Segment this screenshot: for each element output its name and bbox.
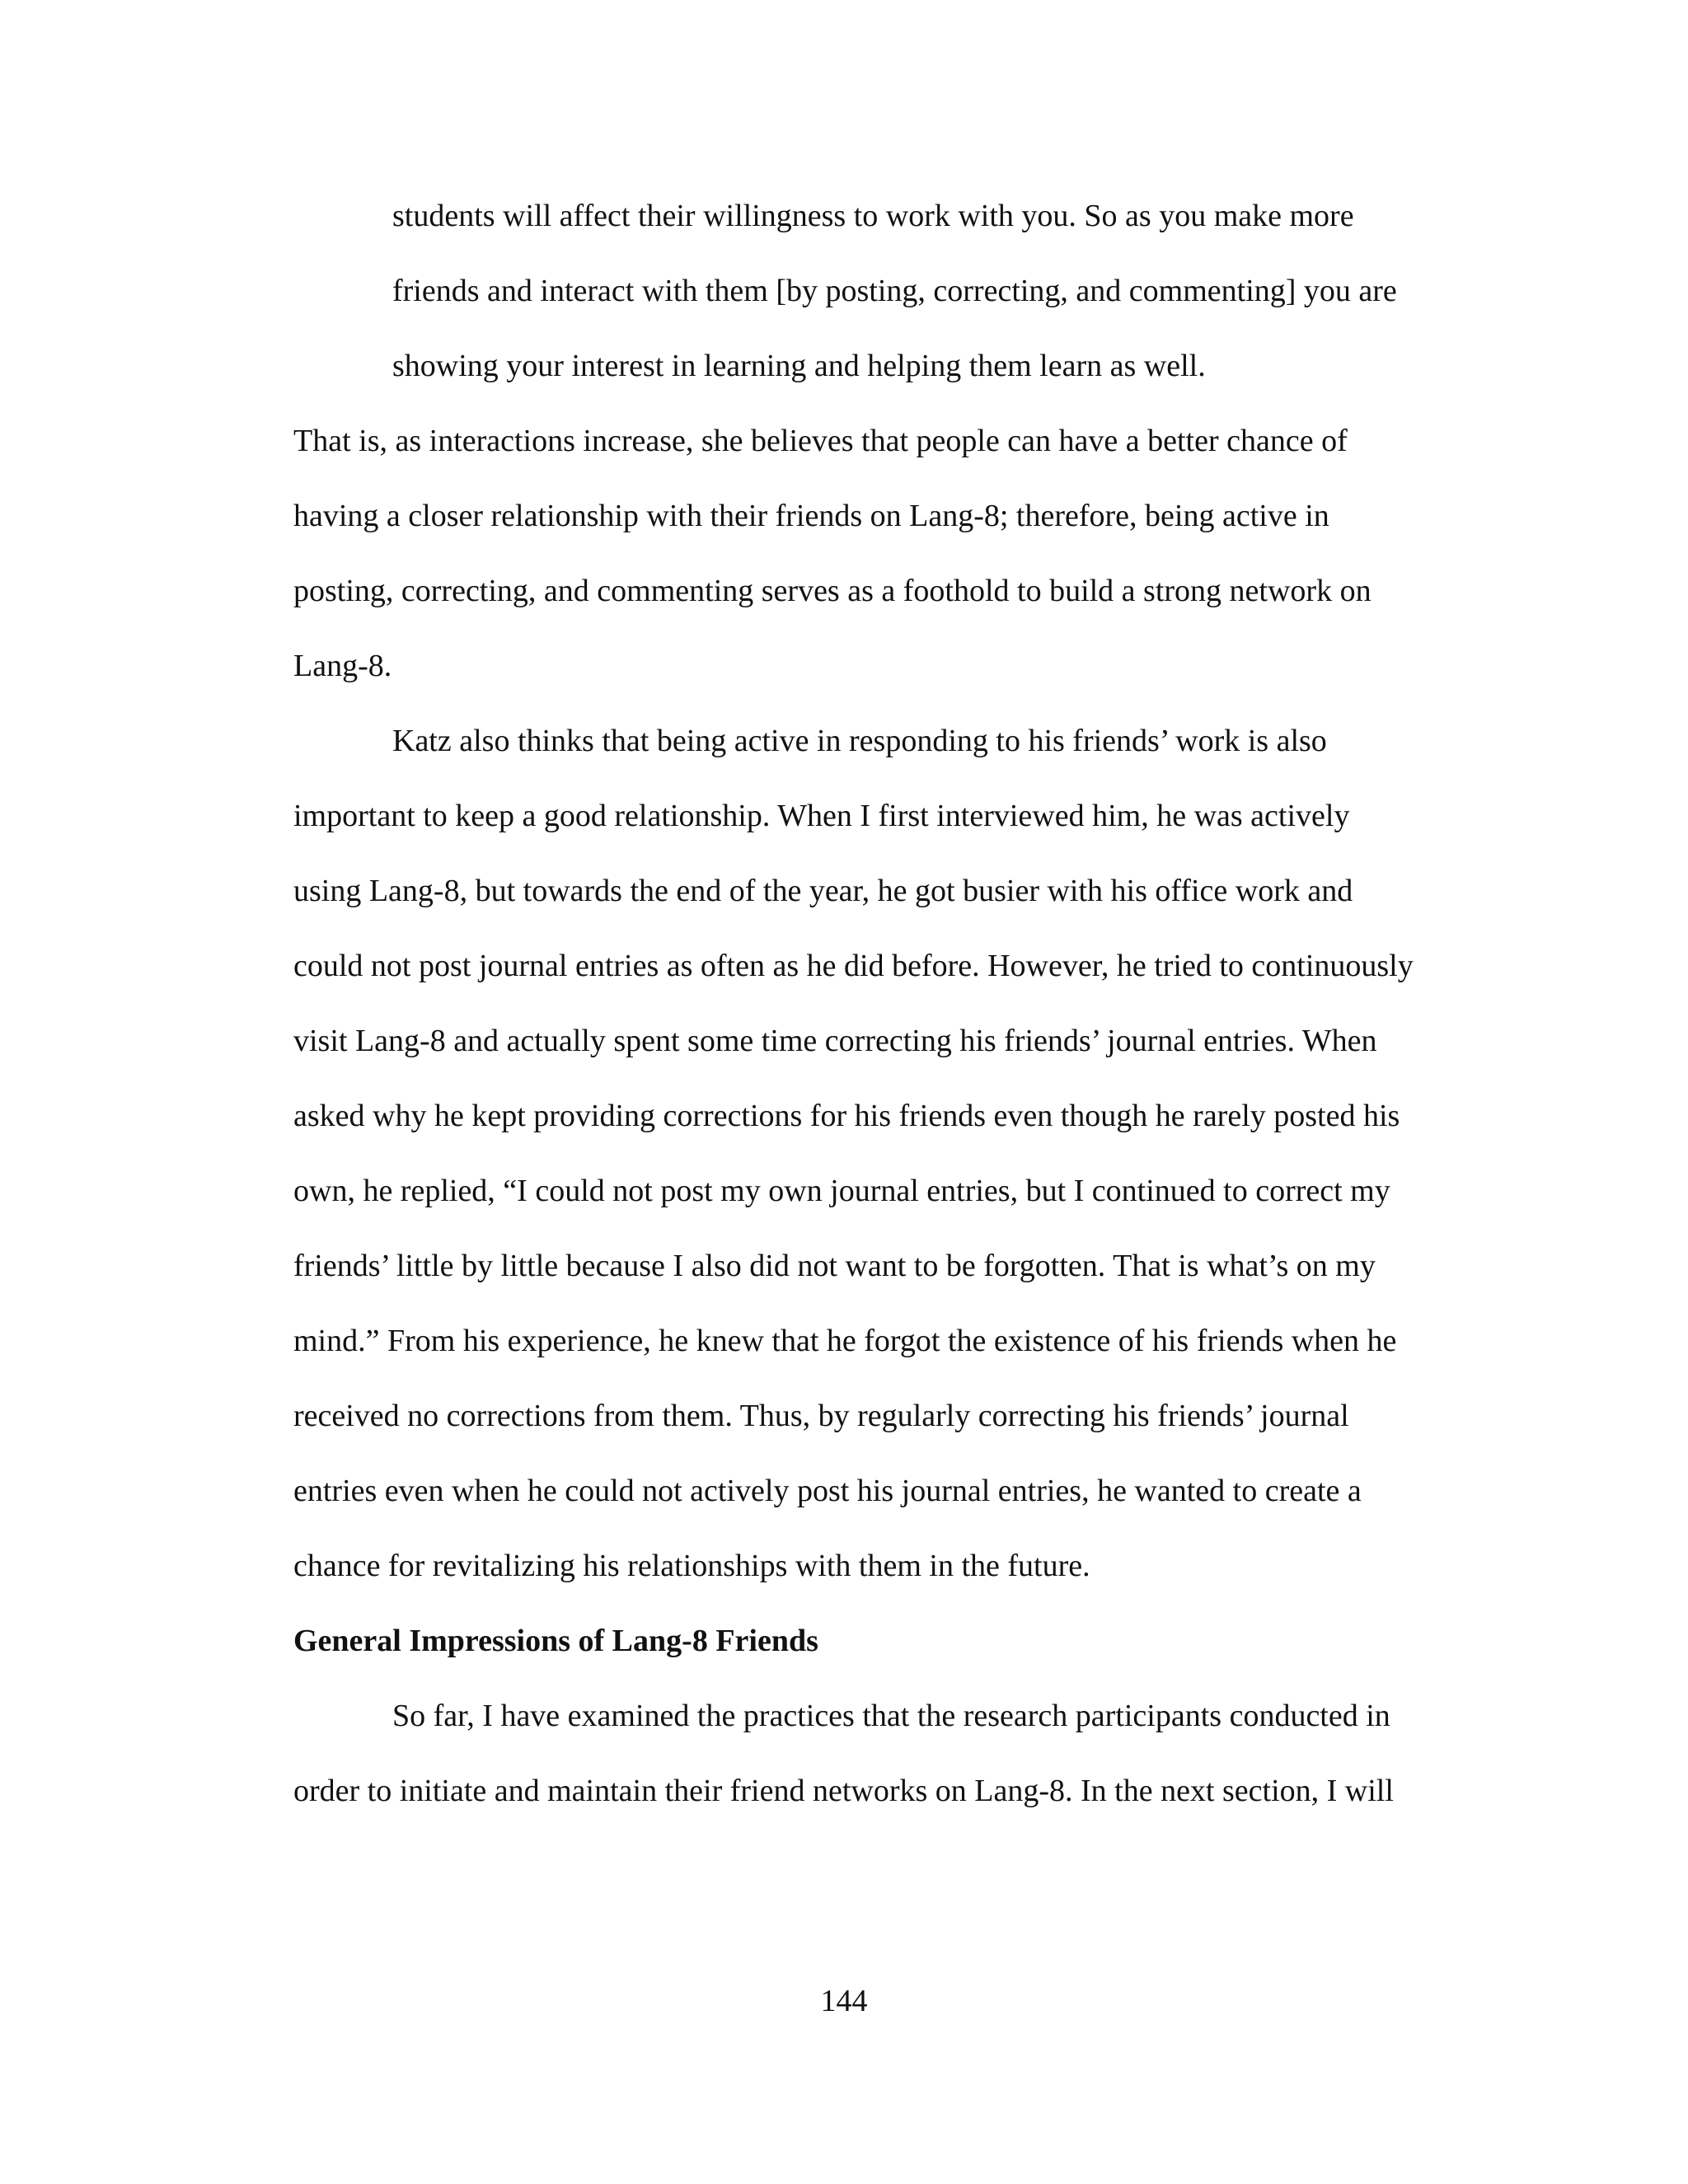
body-text-line: Lang-8. [293, 649, 392, 683]
body-text-line: That is, as interactions increase, she believes that people can have a better chance of [293, 424, 1348, 458]
body-text-line: having a closer relationship with their friends on Lang-8; therefore, being active in [293, 499, 1329, 533]
body-text-line: important to keep a good relationship. When I first interviewed him, he was actively [293, 799, 1350, 833]
body-text-line: visit Lang-8 and actually spent some time correcting his friends’ journal entries. When [293, 1024, 1377, 1058]
body-text-line: mind.” From his experience, he knew that he forgot the existence of his friends when he [293, 1324, 1397, 1358]
body-text-line: order to initiate and maintain their friend networks on Lang-8. In the next section, I will [293, 1774, 1394, 1808]
body-text-line: posting, correcting, and commenting serves as a foothold to build a strong network on [293, 574, 1372, 608]
body-text-line: friends’ little by little because I also did not want to be forgotten. That is what’s on my [293, 1249, 1376, 1283]
body-text-line: Katz also thinks that being active in responding to his friends’ work is also [392, 724, 1327, 758]
block-quote-line: friends and interact with them [by posting, correcting, and commenting] you are [392, 274, 1397, 308]
body-text-line: entries even when he could not actively post his journal entries, he wanted to create a [293, 1474, 1362, 1508]
body-text-line: received no corrections from them. Thus, by regularly correcting his friends’ journal [293, 1399, 1349, 1433]
page-number: 144 [820, 1984, 868, 2018]
body-text-line: own, he replied, “I could not post my own journal entries, but I continued to correct my [293, 1174, 1390, 1208]
block-quote-line: showing your interest in learning and helping them learn as well. [392, 349, 1206, 383]
block-quote-line: students will affect their willingness to work with you. So as you make more [392, 199, 1354, 233]
body-text-line: chance for revitalizing his relationships with them in the future. [293, 1549, 1090, 1583]
section-heading: General Impressions of Lang-8 Friends [293, 1624, 818, 1658]
body-text-line: could not post journal entries as often as he did before. However, he tried to continuously [293, 949, 1414, 983]
body-text-line: asked why he kept providing corrections for his friends even though he rarely posted his [293, 1099, 1400, 1133]
body-text-line: using Lang-8, but towards the end of the year, he got busier with his office work and [293, 874, 1353, 908]
body-text-line: So far, I have examined the practices that the research participants conducted in [392, 1699, 1390, 1733]
